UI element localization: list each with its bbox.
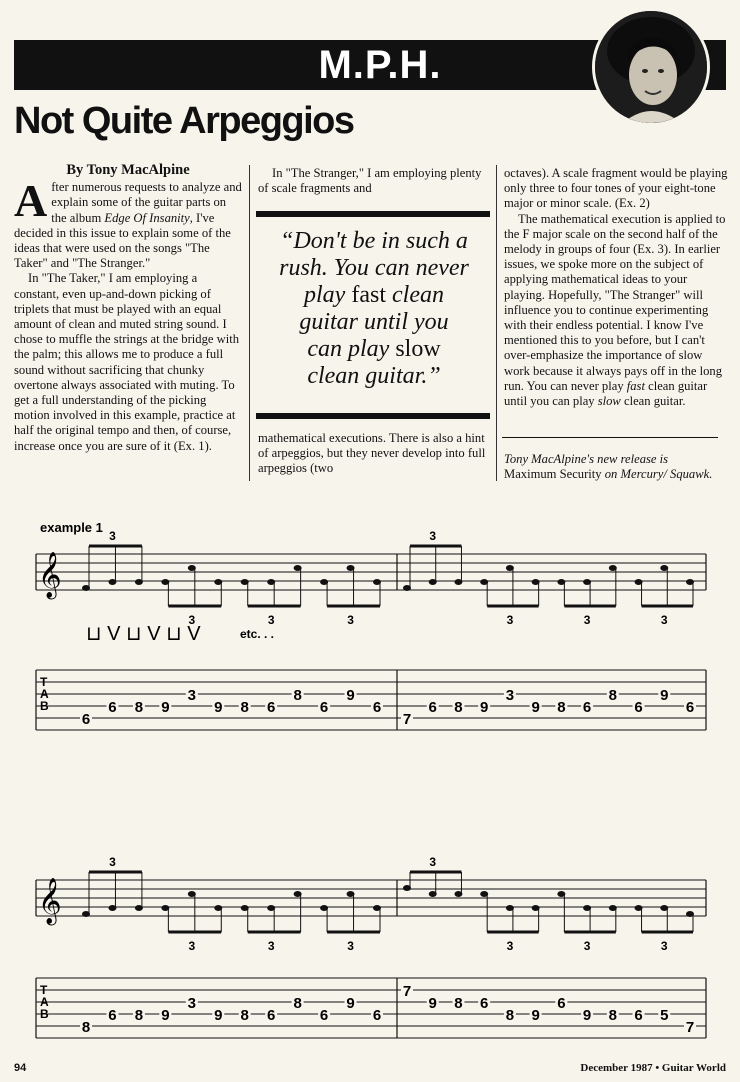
- note-head: [403, 885, 411, 891]
- tab-fret-number: 8: [454, 699, 463, 716]
- tab-clef-letter: T: [40, 983, 48, 997]
- tab-fret-number: 9: [161, 699, 170, 716]
- example-1-notation: [0, 510, 740, 1060]
- byline: By Tony MacAlpine: [66, 162, 190, 178]
- note-head: [294, 891, 302, 897]
- column-divider: [249, 165, 250, 481]
- note-head: [82, 585, 90, 591]
- triplet-mark: 3: [267, 613, 275, 627]
- note-head: [454, 891, 462, 897]
- note-head: [635, 905, 643, 911]
- tab-fret-number: 8: [134, 699, 144, 716]
- tab-fret-number: 8: [293, 995, 302, 1012]
- taker-paragraph: In "The Taker," I am employing a constant, even up-and-down picking of triplets that must be played with an equal amount of clean and muted string sound. I chose to muffle the strings at the bridge with the palm; this allows me to produce a full sound without sacrificing that chunky overtone always associated with muting. To get a full understanding of the picking motion involved in this example, practice at half the original tempo and then, of course, increase once you are sure of it (Ex. 1).: [14, 271, 240, 453]
- tab-fret-number: 6: [480, 995, 489, 1012]
- stranger-paragraph-start: In "The Stranger," I am employing plenty of scale fragments and: [258, 166, 482, 196]
- tab-fret-number: 9: [480, 699, 489, 716]
- note-head: [320, 905, 328, 911]
- tab-fret-number: 6: [267, 699, 276, 716]
- tab-fret-number: 9: [346, 995, 355, 1012]
- note-head: [583, 579, 591, 585]
- page-number: 94: [14, 1062, 27, 1074]
- article-column-2-top: [258, 166, 490, 196]
- article-column-1: [14, 163, 242, 454]
- album-title: Edge Of Insanity: [104, 210, 190, 225]
- note-head: [135, 905, 143, 911]
- note-head: [108, 905, 116, 911]
- note-head: [320, 579, 328, 585]
- tab-fret-number: 3: [187, 687, 196, 704]
- tab-fret-number: 5: [660, 1007, 669, 1024]
- picking-pattern: ⊔ V ⊔ V ⊔ V: [86, 623, 201, 645]
- tab-fret-number: 6: [582, 699, 592, 716]
- note-head: [480, 891, 488, 897]
- note-head: [108, 579, 116, 585]
- picking-etc: etc. . .: [240, 627, 275, 641]
- tab-fret-number: 7: [685, 1019, 695, 1036]
- release-credit: Tony MacAlpine's new release is Maximum Security on Mercury/ Squawk.: [504, 452, 713, 482]
- mathematical-paragraph: The mathematical execution is applied to the F major scale on the second half of the melody in groups of four (Ex. 3). In earlier issues, we spoke more on the subject of applying mathematical ideas to your playing. Hopefully, "The Stranger" will influence you to continue experimenting with their endless potential. I know I've mentioned this to you before, but I can't over-emphasize the importance of slow work because it always pays off in the long run. You can never play fast clean guitar until you can play slow clean guitar.: [504, 211, 726, 409]
- tab-clef-letter: T: [40, 675, 48, 689]
- triplet-mark: 3: [583, 939, 591, 953]
- note-head: [557, 579, 565, 585]
- tab-fret-number: 6: [108, 1007, 117, 1024]
- tab-fret-number: 8: [134, 1007, 144, 1024]
- tab-fret-number: 6: [428, 699, 437, 716]
- tab-fret-number: 6: [81, 711, 91, 728]
- tab-fret-number: 9: [531, 699, 540, 716]
- tab-fret-number: 9: [531, 1007, 540, 1024]
- tab-clef-letter: B: [40, 699, 49, 713]
- note-head: [557, 891, 565, 897]
- article-column-3: [504, 166, 730, 409]
- note-head: [429, 579, 437, 585]
- tab-fret-number: 6: [319, 699, 329, 716]
- tab-clef-letter: A: [40, 995, 49, 1009]
- triplet-mark: 3: [109, 529, 116, 543]
- note-head: [267, 905, 275, 911]
- tab-fret-number: 7: [402, 983, 412, 1000]
- tab-fret-number: 6: [372, 699, 382, 716]
- tab-fret-number: 6: [634, 699, 643, 716]
- note-head: [347, 891, 355, 897]
- triplet-mark: 3: [188, 939, 196, 953]
- pullquote-top-bar: [256, 211, 490, 217]
- tab-fret-number: 6: [685, 699, 695, 716]
- author-portrait: [592, 8, 710, 126]
- tab-fret-number: 9: [346, 687, 355, 704]
- triplet-mark: 3: [660, 939, 668, 953]
- note-head: [660, 905, 668, 911]
- note-head: [241, 579, 249, 585]
- note-head: [532, 579, 540, 585]
- tab-fret-number: 8: [505, 1007, 515, 1024]
- example-label: example 1: [40, 520, 103, 535]
- note-head: [454, 579, 462, 585]
- note-head: [188, 891, 196, 897]
- issue-footer: December 1987 • Guitar World: [580, 1062, 726, 1074]
- tab-fret-number: 6: [557, 995, 566, 1012]
- note-head: [686, 579, 694, 585]
- octaves-paragraph: octaves). A scale fragment would be playing only three to four tones of your eight-tone major or minor scale. (Ex. 2): [504, 166, 728, 211]
- triplet-mark: 3: [347, 613, 354, 627]
- note-head: [403, 585, 411, 591]
- tab-fret-number: 9: [428, 995, 437, 1012]
- article-column-2-bottom: [258, 431, 490, 477]
- intro-paragraph: After numerous requests to analyze and explain some of the guitar parts on the album Edge Of Insanity, I've decided in this issue to explain some of the ideas that were used on the songs "The Taker" and "The Stranger.": [14, 175, 242, 271]
- note-head: [135, 579, 143, 585]
- stranger-paragraph-cont: mathematical executions. There is also a hint of arpeggios, but they never develop into full arpeggios (two: [258, 431, 486, 476]
- note-head: [609, 905, 617, 911]
- note-head: [347, 565, 355, 571]
- tab-fret-number: 3: [187, 995, 196, 1012]
- note-head: [188, 565, 196, 571]
- tab-fret-number: 8: [557, 699, 566, 716]
- tab-fret-number: 8: [240, 1007, 249, 1024]
- triplet-mark: 3: [429, 529, 437, 543]
- tab-fret-number: 6: [319, 1007, 329, 1024]
- drop-cap: A: [14, 175, 48, 227]
- tab-fret-number: 8: [240, 699, 249, 716]
- triplet-mark: 3: [267, 939, 275, 953]
- note-head: [609, 565, 617, 571]
- tab-fret-number: 8: [293, 687, 302, 704]
- tab-fret-number: 9: [161, 1007, 170, 1024]
- tab-fret-number: 6: [108, 699, 117, 716]
- tab-clef-letter: A: [40, 687, 49, 701]
- triplet-mark: 3: [347, 939, 354, 953]
- note-head: [480, 579, 488, 585]
- note-head: [161, 905, 169, 911]
- tab-fret-number: 6: [372, 1007, 382, 1024]
- tab-fret-number: 9: [582, 1007, 592, 1024]
- tab-fret-number: 8: [608, 1007, 617, 1024]
- note-head: [506, 565, 514, 571]
- note-head: [214, 579, 222, 585]
- note-head: [373, 579, 381, 585]
- tab-clef-letter: B: [40, 1007, 49, 1021]
- tab-fret-number: 6: [634, 1007, 643, 1024]
- note-head: [429, 891, 437, 897]
- triplet-mark: 3: [506, 613, 514, 627]
- note-head: [583, 905, 591, 911]
- pullquote-bottom-bar: [256, 413, 490, 419]
- note-head: [161, 579, 169, 585]
- pull-quote: “Don't be in such a rush. You can never play fast clean guitar until you can play slow clean guitar.”: [279, 228, 469, 389]
- author-portrait-image: [595, 11, 707, 123]
- tab-fret-number: 8: [608, 687, 617, 704]
- triplet-mark: 3: [109, 855, 116, 869]
- triplet-mark: 3: [506, 939, 514, 953]
- music-system: [36, 855, 706, 1038]
- treble-clef: 𝄞: [38, 878, 62, 924]
- credit-rule: [502, 437, 718, 438]
- note-head: [660, 565, 668, 571]
- note-head: [635, 579, 643, 585]
- note-head: [532, 905, 540, 911]
- triplet-mark: 3: [188, 613, 196, 627]
- note-head: [267, 579, 275, 585]
- tab-fret-number: 8: [81, 1019, 91, 1036]
- section-title: M.P.H.: [318, 43, 442, 87]
- tab-fret-number: 9: [214, 1007, 223, 1024]
- column-divider: [496, 165, 497, 481]
- tab-fret-number: 6: [267, 1007, 276, 1024]
- triplet-mark: 3: [660, 613, 668, 627]
- tab-fret-number: 7: [402, 711, 412, 728]
- note-head: [373, 905, 381, 911]
- treble-clef: 𝄞: [38, 552, 62, 598]
- tab-fret-number: 3: [505, 687, 515, 704]
- note-head: [82, 911, 90, 917]
- triplet-mark: 3: [583, 613, 591, 627]
- note-head: [214, 905, 222, 911]
- tab-fret-number: 9: [214, 699, 223, 716]
- article-headline: Not Quite Arpeggios: [14, 100, 354, 142]
- note-head: [686, 911, 694, 917]
- tab-fret-number: 8: [454, 995, 463, 1012]
- note-head: [294, 565, 302, 571]
- note-head: [506, 905, 514, 911]
- note-head: [241, 905, 249, 911]
- tab-fret-number: 9: [660, 687, 669, 704]
- triplet-mark: 3: [429, 855, 437, 869]
